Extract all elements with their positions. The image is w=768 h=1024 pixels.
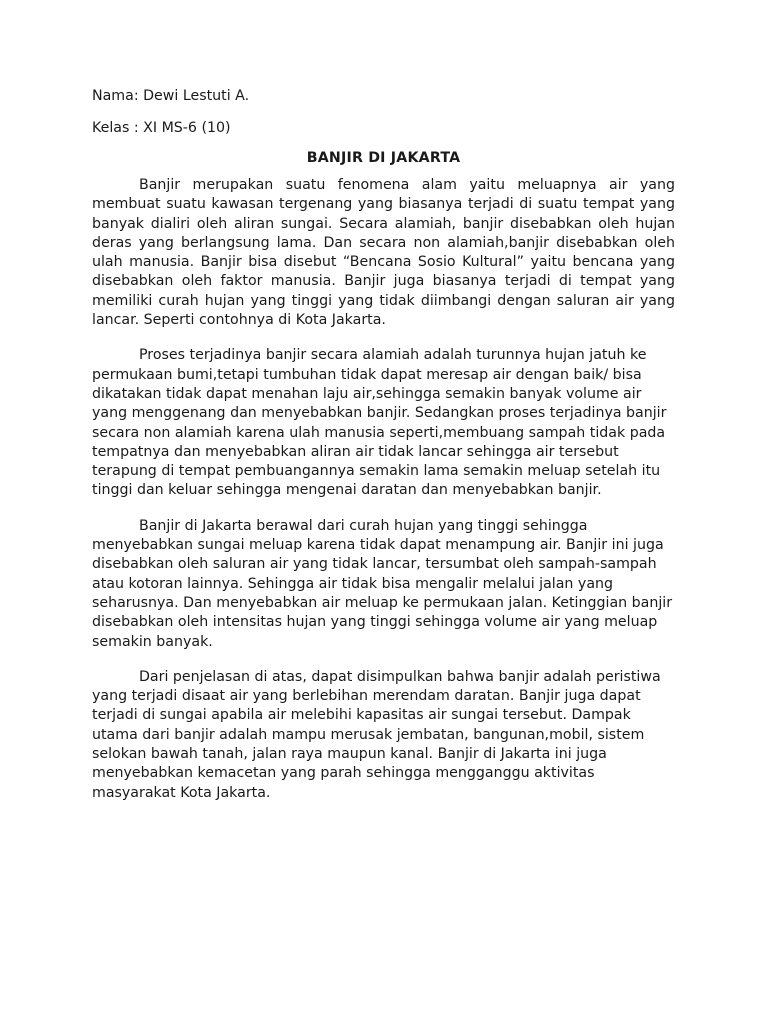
paragraph-3: Banjir di Jakarta berawal dari curah hujan yang tinggi sehingga menyebabkan sungai meluap karena tidak dapat menampung air. Banjir ini juga disebabkan oleh saluran air yang tidak lancar, tersumbat oleh sampah-sampah atau kotoran lainnya. Sehingga air tidak bisa mengalir melalui jalan yang seharusnya. Dan menyebabkan air meluap ke permukaan jalan. Ketinggian banjir disebabkan oleh intensitas hujan yang tinggi sehingga volume air yang meluap semakin banyak. xyxy=(92,517,673,650)
student-name: Nama: Dewi Lestuti A. xyxy=(92,88,250,104)
paragraph-2: Proses terjadinya banjir secara alamiah adalah turunnya hujan jatuh ke permukaan bumi,tetapi tumbuhan tidak dapat meresap air dengan baik/ bisa dikatakan tidak dapat menahan laju air,sehingga semakin banyak volume air yang menggenang dan menyebabkan banjir. Sedangkan proses terjadinya banjir secara non alamiah karena ulah manusia seperti,membuang sampah tidak pada tempatnya dan menyebabkan aliran air tidak lancar sehingga air tersebut terapung di tempat pembuangannya semakin lama semakin meluap setelah itu tinggi dan keluar sehingga mengenai daratan dan menyebabkan banjir. xyxy=(92,347,667,499)
paragraph-4: Dari penjelasan di atas, dapat disimpulkan bahwa banjir adalah peristiwa yang terjadi disaat air yang berlebihan merendam daratan. Banjir juga dapat terjadi di sungai apabila air melebihi kapasitas air sungai tersebut. Dampak utama dari banjir adalah mampu merusak jembatan, bangunan,mobil, sistem selokan bawah tanah, jalan raya maupun kanal. Banjir di Jakarta ini juga menyebabkan kemacetan yang parah sehingga mengganggu aktivitas masyarakat Kota Jakarta. xyxy=(92,668,661,801)
student-class: Kelas : XI MS-6 (10) xyxy=(92,120,231,136)
paragraph-1: Banjir merupakan suatu fenomena alam yaitu meluapnya air yang membuat suatu kawasan tergenang yang biasanya terjadi di suatu tempat yang banyak dialiri oleh aliran sungai. Secara alamiah, banjir disebabkan oleh hujan deras yang berlangsung lama. Dan secara non alamiah,banjir disebabkan oleh ulah manusia. Banjir bisa disebut “Bencana Sosio Kultural” yaitu bencana yang disebabkan oleh faktor manusia. Banjir juga biasanya terjadi di tempat yang memiliki curah hujan yang tinggi yang tidak diimbangi dengan saluran air yang lancar. Seperti contohnya di Kota Jakarta. xyxy=(92,177,675,329)
document-page xyxy=(92,86,675,819)
essay-title: BANJIR DI JAKARTA xyxy=(306,150,461,166)
